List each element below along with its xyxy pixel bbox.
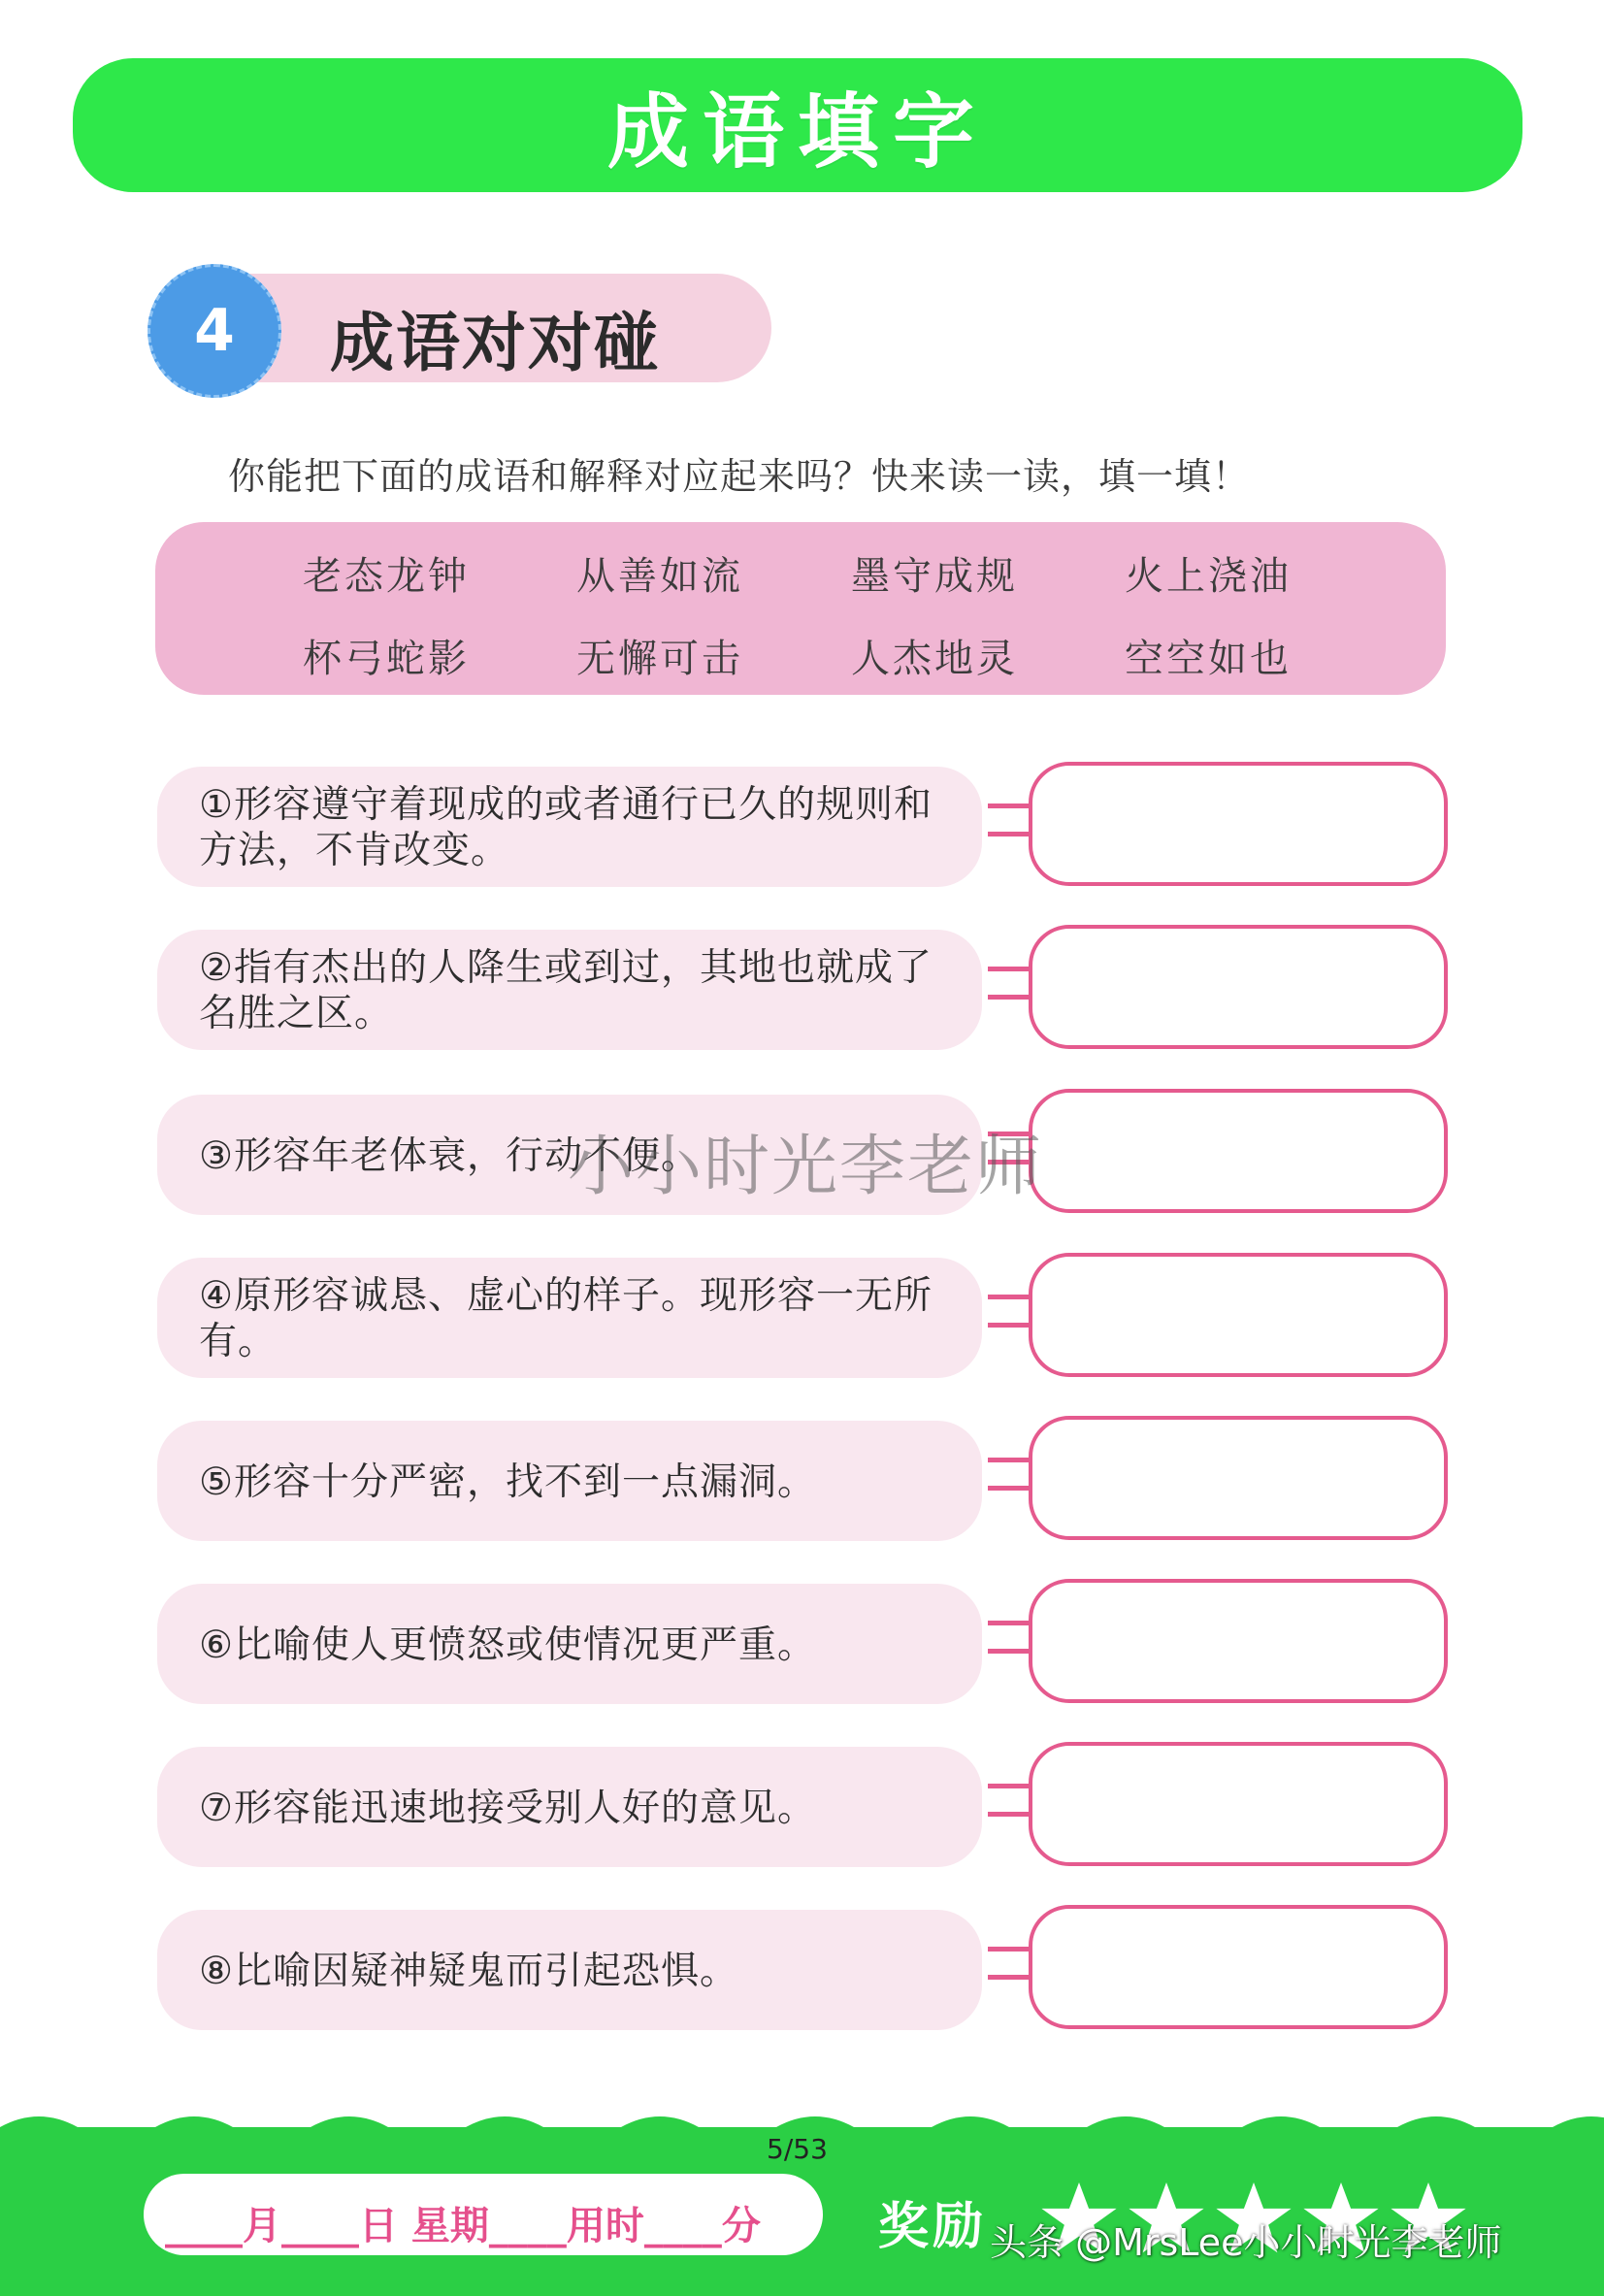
idiom-item: 从善如流 (576, 554, 743, 599)
instruction-text: 你能把下面的成语和解释对应起来吗？快来读一读，填一填！ (228, 455, 1251, 498)
date-time-line[interactable]: ____月____日 星期____用时____分 (165, 2204, 761, 2248)
watermark-text: 小小时光李老师 (568, 1129, 1044, 1205)
question-text-3: ③形容年老体衰，行动不便。 (199, 1134, 700, 1178)
connector-2 (988, 967, 1029, 1000)
reward-label: 奖励 (878, 2198, 988, 2256)
connector-5 (988, 1458, 1029, 1491)
idiom-item: 墨守成规 (851, 554, 1018, 599)
idiom-item: 老态龙钟 (303, 554, 470, 599)
question-text-5: ⑤形容十分严密，找不到一点漏洞。 (199, 1460, 816, 1504)
answer-box-2[interactable] (1029, 925, 1448, 1049)
question-text-6: ⑥比喻使人更愤怒或使情况更严重。 (199, 1624, 816, 1667)
answer-box-6[interactable] (1029, 1579, 1448, 1703)
answer-box-7[interactable] (1029, 1742, 1448, 1866)
idiom-item: 杯弓蛇影 (303, 637, 470, 681)
connector-4 (988, 1295, 1029, 1328)
question-text-8: ⑧比喻因疑神疑鬼而引起恐惧。 (199, 1950, 738, 1993)
question-text-7: ⑦形容能迅速地接受别人好的意见。 (199, 1787, 816, 1830)
question-text-2: ②指有杰出的人降生或到过，其地也就成了名胜之区。 (199, 946, 933, 1035)
idiom-item: 人杰地灵 (851, 637, 1018, 681)
connector-1 (988, 804, 1029, 836)
answer-box-3[interactable] (1029, 1089, 1448, 1213)
answer-box-4[interactable] (1029, 1253, 1448, 1377)
credit-watermark: 头条 @MrsLee小小时光李老师 (990, 2221, 1502, 2264)
question-text-1: ①形容遵守着现成的或者通行已久的规则和方法，不肯改变。 (199, 783, 933, 872)
idiom-item: 无懈可击 (576, 637, 743, 681)
answer-box-1[interactable] (1029, 762, 1448, 886)
idiom-item: 空空如也 (1125, 637, 1292, 681)
question-text-4: ④原形容诚恳、虚心的样子。现形容一无所有。 (199, 1274, 933, 1363)
section-title: 成语对对碰 (330, 306, 660, 380)
page-title: 成语填字 (606, 83, 988, 180)
connector-8 (988, 1947, 1029, 1980)
section-number-badge: 4 (147, 264, 281, 398)
page-number: 5/53 (767, 2133, 828, 2165)
connector-6 (988, 1621, 1029, 1654)
answer-box-8[interactable] (1029, 1905, 1448, 2029)
title-banner (73, 58, 1522, 192)
connector-7 (988, 1784, 1029, 1817)
idiom-item: 火上浇油 (1125, 554, 1292, 599)
answer-box-5[interactable] (1029, 1416, 1448, 1540)
